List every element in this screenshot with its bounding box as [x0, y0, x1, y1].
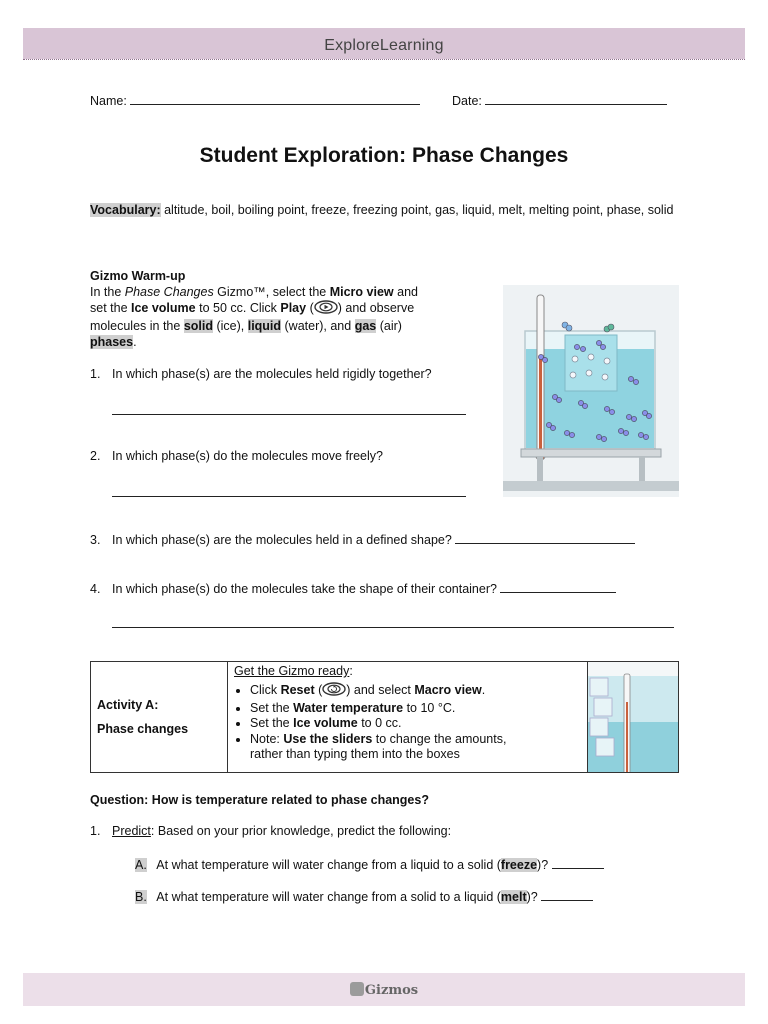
instruction-text: to 10 °C.: [403, 700, 456, 715]
phases-term: phases: [90, 335, 134, 349]
warmup-text: (: [306, 301, 314, 315]
name-blank[interactable]: [130, 93, 420, 105]
get-ready-colon: :: [349, 664, 353, 678]
name-label: Name:: [90, 94, 127, 108]
question-2: [90, 448, 480, 464]
instruction-list: [234, 682, 581, 763]
reset-icon: [322, 682, 346, 701]
header-divider: [23, 59, 745, 60]
ice-volume-term: Ice volume: [131, 301, 196, 315]
predict-a: [135, 857, 695, 873]
micro-view-term: Micro view: [329, 285, 394, 299]
instruction-text: .: [481, 683, 486, 697]
instruction-item: [250, 732, 581, 763]
answer-line-1[interactable]: [112, 414, 466, 415]
answer-blank-4[interactable]: [500, 581, 616, 593]
question-number: 4.: [90, 582, 101, 596]
instruction-item: [250, 682, 581, 701]
question-number: 2.: [90, 449, 101, 463]
question-text: In which phase(s) are the molecules held in a defined shape?: [112, 533, 452, 547]
predict-b-text: At what temperature will water change from a solid to a liquid (: [156, 890, 501, 904]
warmup-text: molecules in the: [90, 319, 184, 333]
warmup-section: [90, 268, 480, 350]
predict-a-text: At what temperature will water change from a liquid to a solid (: [156, 858, 501, 872]
predict-a-letter: A.: [135, 858, 147, 872]
water-temperature-term: Water temperature: [293, 700, 404, 715]
get-ready-heading: Get the Gizmo ready: [234, 664, 350, 678]
instruction-text: Set the: [250, 700, 294, 715]
macro-view-term: Macro view: [414, 683, 482, 697]
name-field-row: [90, 93, 420, 109]
macro-view-thumbnail: [588, 662, 678, 772]
micro-view-illustration: [503, 285, 679, 497]
activity-title: Activity A:: [97, 698, 159, 712]
question-number: 1.: [90, 367, 101, 381]
activity-subtitle: Phase changes: [97, 722, 189, 736]
ice-volume-term: Ice volume: [293, 716, 358, 730]
melt-term: melt: [500, 890, 527, 904]
predict-a-end: )?: [537, 858, 549, 872]
warmup-text: .: [133, 335, 137, 349]
answer-blank-3[interactable]: [455, 532, 635, 544]
question-3: [90, 532, 690, 548]
main-question: Question: How is temperature related to phase changes?: [90, 793, 429, 807]
question-1: [90, 366, 480, 382]
gizmo-name: Phase Changes: [124, 285, 214, 299]
warmup-text: (ice),: [212, 319, 248, 333]
predict-b-end: )?: [526, 890, 538, 904]
vocabulary-label: Vocabulary:: [90, 203, 161, 217]
instruction-text: to change the amounts,: [372, 731, 507, 746]
freeze-term: freeze: [500, 858, 538, 872]
instruction-text: rather than typing them into the boxes: [250, 747, 460, 761]
instruction-text: Click: [250, 683, 281, 697]
instruction-item: [250, 701, 581, 717]
gizmos-logo: [0, 982, 768, 998]
warmup-text: In the: [90, 285, 125, 299]
play-term: Play: [280, 301, 307, 315]
warmup-heading: Gizmo Warm-up: [90, 269, 186, 283]
question-4: [90, 581, 690, 597]
question-number: 3.: [90, 533, 101, 547]
question-number: 1.: [90, 824, 101, 838]
explorelearning-logo: ExploreLearning: [324, 37, 444, 54]
page-title: Student Exploration: Phase Changes: [199, 144, 569, 167]
predict-label: Predict: [112, 824, 151, 838]
activity-label-cell: [91, 662, 228, 773]
play-icon: [314, 300, 338, 318]
gas-term: gas: [354, 319, 377, 333]
answer-line-4[interactable]: [112, 627, 674, 628]
warmup-text: to 50 cc. Click: [195, 301, 281, 315]
warmup-text: (water), and: [281, 319, 355, 333]
gizmos-logo-icon: [350, 982, 364, 996]
question-text: In which phase(s) do the molecules move freely?: [112, 449, 383, 463]
activity-image-cell: [587, 662, 678, 773]
predict-item: [90, 823, 690, 839]
instruction-text: Note:: [250, 731, 284, 746]
solid-term: solid: [183, 319, 213, 333]
warmup-text: set the: [90, 301, 131, 315]
freeze-answer-blank[interactable]: [552, 857, 604, 869]
sliders-term: Use the sliders: [283, 731, 373, 746]
date-label: Date:: [452, 94, 482, 108]
instruction-text: to 0 cc.: [357, 716, 402, 730]
melt-answer-blank[interactable]: [541, 889, 593, 901]
gizmos-logo-text: Gizmos: [364, 983, 419, 998]
instruction-text: ) and select: [346, 683, 415, 697]
instruction-text: (: [314, 683, 323, 697]
question-text: In which phase(s) are the molecules held rigidly together?: [112, 367, 432, 381]
answer-line-2[interactable]: [112, 496, 466, 497]
liquid-term: liquid: [247, 319, 282, 333]
question-text: In which phase(s) do the molecules take the shape of their container?: [112, 582, 497, 596]
instruction-item: [250, 716, 581, 732]
activity-table: [90, 661, 679, 773]
reset-term: Reset: [280, 683, 315, 697]
predict-b: [135, 889, 695, 905]
warmup-text: (air): [376, 319, 402, 333]
date-field-row: [452, 93, 667, 109]
date-blank[interactable]: [485, 93, 667, 105]
vocabulary-section: [90, 202, 690, 218]
instruction-text: Set the: [250, 716, 294, 730]
predict-b-letter: B.: [135, 890, 147, 904]
activity-instructions-cell: [228, 662, 588, 773]
vocabulary-terms: altitude, boil, boiling point, freeze, freezing point, gas, liquid, melt, melting point, phase, solid: [164, 203, 674, 217]
warmup-text: Gizmo™, select the: [213, 285, 330, 299]
warmup-text: and: [393, 285, 418, 299]
predict-text: : Based on your prior knowledge, predict the following:: [150, 824, 452, 838]
warmup-text: ) and observe: [337, 301, 415, 315]
